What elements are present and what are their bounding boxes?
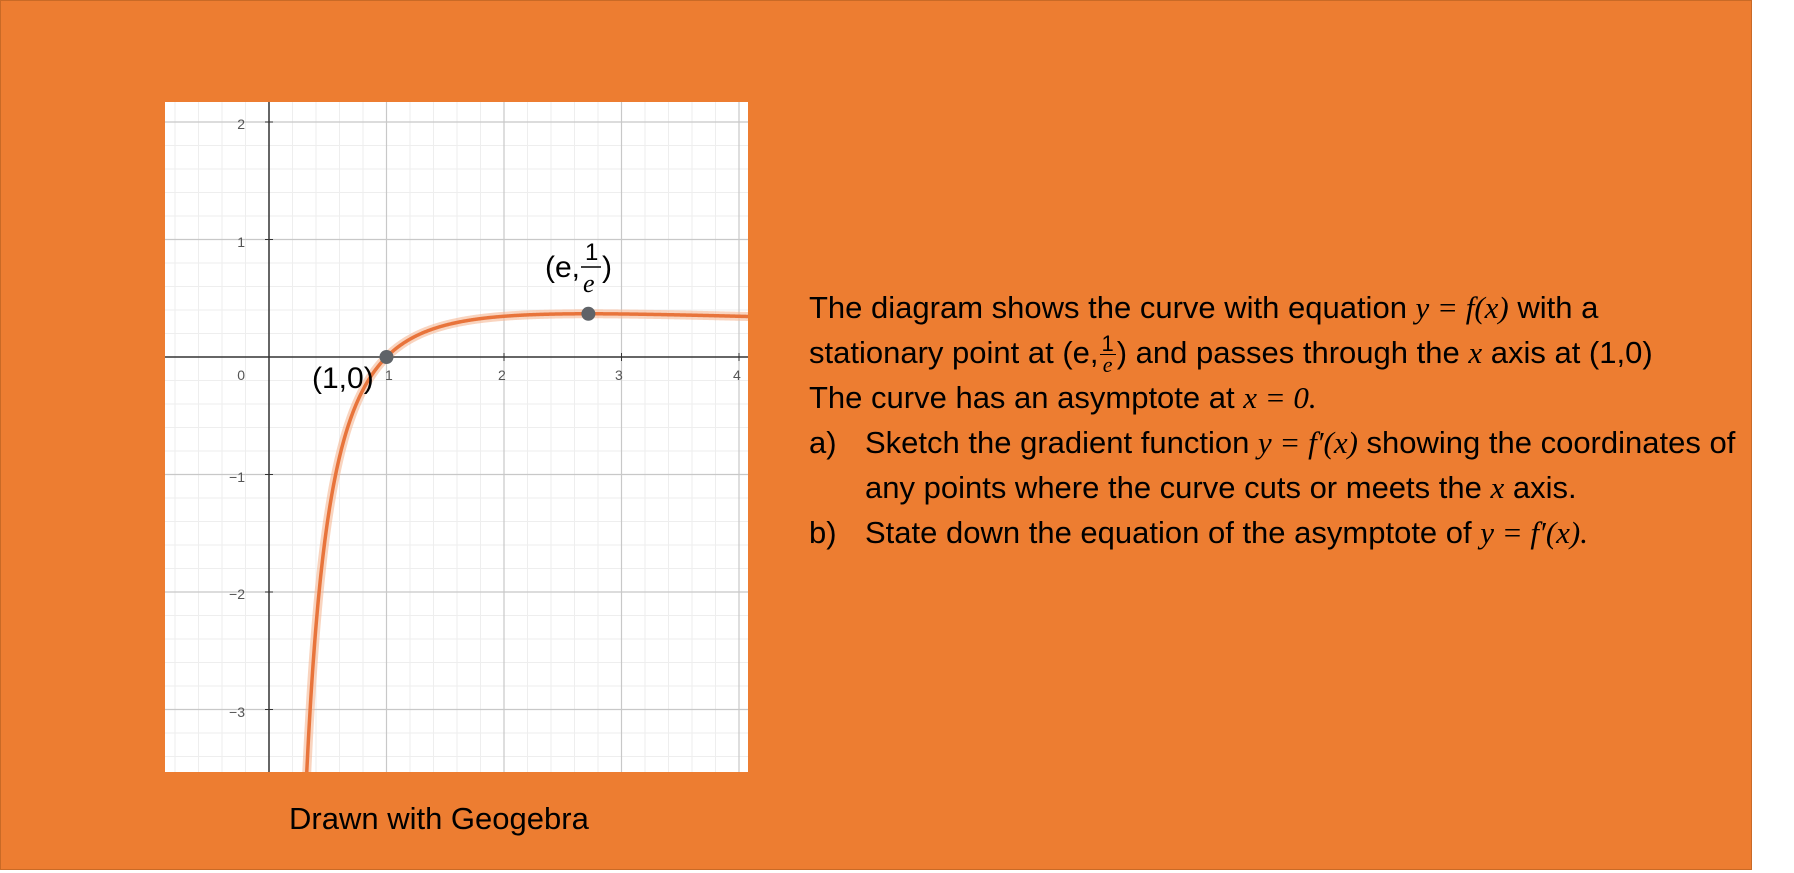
question-a-marker: a) <box>809 425 837 461</box>
x-tick-4: 4 <box>733 367 741 383</box>
stationary-label-suffix: ) <box>602 251 612 284</box>
fraction-denominator: e <box>1102 352 1113 378</box>
point-root <box>380 350 394 364</box>
y-tick-0: 0 <box>237 367 245 383</box>
point-root-label: (1,0) <box>312 362 374 395</box>
question-a-body <box>865 420 1749 510</box>
variable-x: x <box>1468 335 1483 370</box>
graph-svg <box>165 102 748 772</box>
minor-grid <box>165 102 748 772</box>
equation-y-fprime-x: y = f′(x) <box>1257 425 1358 461</box>
text-run: Sketch the gradient function <box>865 425 1258 461</box>
y-tick-neg1: −1 <box>229 469 245 485</box>
text-run: State down the equation of the asymptote of <box>865 515 1481 551</box>
equation-y-fprime-x: y = f′(x). <box>1480 515 1588 551</box>
stationary-label-den: e <box>583 269 595 298</box>
x-tick-3: 3 <box>615 367 623 383</box>
question-b-body <box>865 510 1749 555</box>
text-run: with a <box>1508 290 1599 325</box>
stationary-label-prefix: (e, <box>545 251 581 284</box>
question-b-marker: b) <box>809 515 837 551</box>
y-tick-1: 1 <box>237 234 245 250</box>
stationary-label-num: 1 <box>585 239 599 266</box>
text-run: The diagram shows the curve with equation <box>809 290 1416 325</box>
text-run: axis at (1,0) <box>1482 335 1653 370</box>
paragraph-line-1 <box>809 285 1749 330</box>
x-tick-2: 2 <box>498 367 506 383</box>
paragraph-line-2 <box>809 330 1749 378</box>
x-tick-1: 1 <box>385 367 393 383</box>
graph-caption: Drawn with Geogebra <box>289 801 589 836</box>
question-b <box>809 510 1749 555</box>
question-text <box>809 285 1749 555</box>
graph-panel <box>165 102 748 772</box>
fraction-numerator: 1 <box>1101 331 1114 357</box>
fraction-one-over-e <box>1100 331 1116 378</box>
text-run: The curve has an asymptote at <box>809 380 1244 416</box>
question-a <box>809 420 1749 510</box>
text-run: showing the coordinates of any points where the curve cuts or meets the <box>865 425 1736 506</box>
tick-labels <box>229 116 741 720</box>
equation-x-0: x = 0. <box>1243 380 1317 416</box>
text-run: stationary point at (e, <box>809 335 1099 370</box>
text-run: ) and passes through the <box>1116 335 1469 370</box>
point-stationary <box>581 307 595 321</box>
y-tick-2: 2 <box>237 116 245 132</box>
text-run: axis. <box>1504 470 1577 506</box>
y-tick-neg3: −3 <box>229 704 245 720</box>
equation-y-f-x: y = f(x) <box>1415 290 1509 325</box>
y-tick-neg2: −2 <box>229 586 245 602</box>
paragraph-line-3 <box>809 375 1749 420</box>
point-stationary-label <box>545 239 612 298</box>
variable-x: x <box>1490 470 1505 506</box>
